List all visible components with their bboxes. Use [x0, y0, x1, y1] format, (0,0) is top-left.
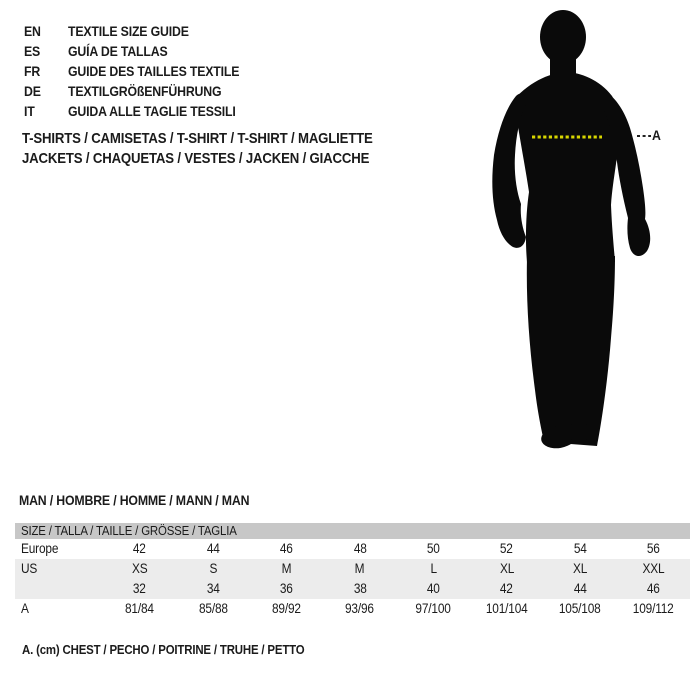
language-code: DE — [24, 83, 41, 99]
table-cell-value: 93/96 — [345, 601, 375, 616]
section-title — [19, 492, 281, 508]
table-cell-value: 44 — [206, 541, 220, 556]
language-row — [24, 41, 263, 61]
table-cell-value: L — [429, 561, 437, 576]
table-cell — [176, 559, 249, 579]
table-cell-value: S — [209, 561, 217, 576]
table-cell-value: 42 — [500, 581, 513, 596]
measurement-footnote-text: A. (cm) CHEST / PECHO / POITRINE / TRUHE / PETTO — [22, 642, 305, 657]
table-cell — [176, 539, 249, 559]
language-label: TEXTILE SIZE GUIDE — [68, 23, 189, 39]
size-table-header-text: SIZE / TALLA / TAILLE / GRÖSSE / TAGLIA — [21, 523, 237, 538]
measurement-label-a: A — [652, 127, 661, 143]
table-row-label — [15, 579, 103, 599]
table-cell-value: M — [354, 561, 365, 576]
table-cell-value: 101/104 — [485, 601, 528, 616]
table-cell — [470, 599, 543, 619]
table-row-label — [15, 539, 103, 559]
language-label: TEXTILGRÖßENFÜHRUNG — [68, 83, 222, 99]
language-row — [24, 81, 263, 101]
table-cell — [103, 599, 176, 619]
table-cell-value: 89/92 — [271, 601, 301, 616]
table-cell — [397, 599, 470, 619]
language-code: IT — [24, 103, 35, 119]
table-cell — [543, 539, 616, 559]
table-row-label — [15, 599, 103, 619]
table-cell — [323, 559, 396, 579]
language-code: ES — [24, 43, 41, 59]
table-cell-value: 40 — [426, 581, 440, 596]
language-code: FR — [24, 63, 41, 79]
size-table-body — [15, 539, 690, 619]
table-cell — [543, 599, 616, 619]
table-cell — [250, 579, 323, 599]
size-table — [15, 523, 690, 619]
table-cell-value: 85/88 — [198, 601, 228, 616]
table-row-label-text: US — [21, 561, 38, 576]
table-cell — [103, 559, 176, 579]
size-table-header — [15, 523, 690, 539]
table-cell-value: 32 — [133, 581, 147, 596]
table-cell — [250, 599, 323, 619]
man-silhouette-graphic — [470, 0, 700, 480]
table-cell — [617, 599, 690, 619]
table-cell — [250, 539, 323, 559]
table-cell-value: 46 — [280, 541, 293, 556]
product-type-line: JACKETS / CHAQUETAS / VESTES / JACKEN / GIACCHE — [22, 150, 370, 167]
table-cell — [543, 559, 616, 579]
table-cell — [103, 539, 176, 559]
table-cell — [323, 599, 396, 619]
language-label: GUIDE DES TAILLES TEXTILE — [68, 63, 240, 79]
table-cell — [617, 579, 690, 599]
table-row — [15, 559, 690, 579]
table-cell-value: XL — [499, 561, 514, 576]
table-cell — [470, 539, 543, 559]
table-cell-value: 56 — [646, 541, 660, 556]
table-cell-value: 54 — [573, 541, 587, 556]
table-cell — [323, 539, 396, 559]
table-cell — [470, 579, 543, 599]
table-cell-value: 44 — [573, 581, 587, 596]
table-cell-value: 46 — [646, 581, 660, 596]
table-cell — [397, 559, 470, 579]
language-row — [24, 61, 263, 81]
table-cell — [176, 579, 249, 599]
table-cell-value: XXL — [642, 561, 665, 576]
language-label: GUÍA DE TALLAS — [68, 43, 168, 59]
table-cell — [397, 539, 470, 559]
table-cell-value: XS — [131, 561, 148, 576]
table-cell-value: 52 — [500, 541, 513, 556]
table-cell-value: 34 — [206, 581, 220, 596]
table-cell-value: 38 — [353, 581, 367, 596]
table-cell-value: 109/112 — [632, 601, 674, 616]
table-cell — [323, 579, 396, 599]
table-cell — [617, 559, 690, 579]
language-list — [24, 21, 263, 121]
table-cell-value: 81/84 — [125, 601, 155, 616]
table-cell — [250, 559, 323, 579]
table-cell-value: 105/108 — [559, 601, 601, 616]
table-cell-value: 97/100 — [415, 601, 451, 616]
language-row — [24, 21, 263, 41]
table-row-label-text: Europe — [21, 541, 59, 556]
man-silhouette — [470, 0, 700, 480]
table-cell-value: 36 — [280, 581, 293, 596]
table-row — [15, 579, 690, 599]
language-code: EN — [24, 23, 41, 39]
language-row — [24, 101, 263, 121]
table-row — [15, 539, 690, 559]
language-label: GUIDA ALLE TAGLIE TESSILI — [68, 103, 236, 119]
table-cell-value: 50 — [426, 541, 440, 556]
table-cell — [103, 579, 176, 599]
silhouette-shapes — [492, 10, 650, 451]
table-row — [15, 599, 690, 619]
table-cell-value: 48 — [353, 541, 367, 556]
table-cell — [176, 599, 249, 619]
table-cell — [543, 579, 616, 599]
product-type-line: T-SHIRTS / CAMISETAS / T-SHIRT / T-SHIRT / MAGLIETTE — [22, 130, 373, 147]
measurement-footnote — [22, 642, 343, 657]
table-cell-value: M — [281, 561, 292, 576]
section-title-text: MAN / HOMBRE / HOMME / MANN / MAN — [19, 492, 250, 508]
table-cell — [470, 559, 543, 579]
table-cell-value: XL — [572, 561, 588, 576]
table-cell-value: 42 — [133, 541, 147, 556]
table-row-label-text: A — [21, 601, 29, 616]
table-row-label — [15, 559, 103, 579]
table-cell — [617, 539, 690, 559]
table-cell — [397, 579, 470, 599]
